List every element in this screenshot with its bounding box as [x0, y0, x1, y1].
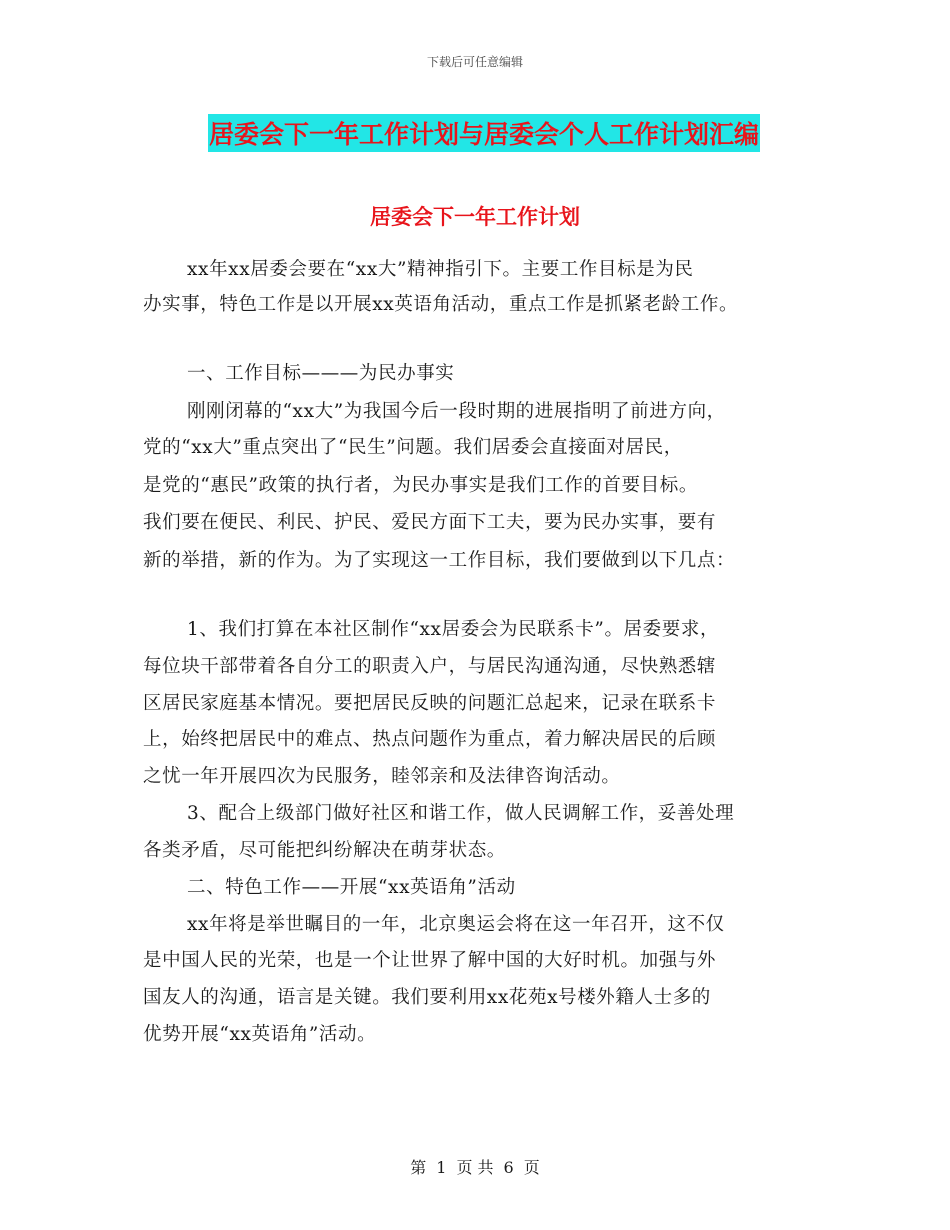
footer-total-pages: 6	[503, 1158, 514, 1177]
section-title: 居委会下一年工作计划	[370, 204, 580, 229]
footer-suffix: 页	[523, 1158, 540, 1177]
body-line: 上，始终把居民中的难点、热点问题作为重点，着力解决居民的后顾	[143, 729, 717, 750]
body-line: xx年xx居委会要在“xx大”精神指引下。主要工作目标是为民	[187, 259, 694, 280]
footer-prefix: 第	[410, 1158, 427, 1177]
body-line: 办实事，特色工作是以开展xx英语角活动，重点工作是抓紧老龄工作。	[143, 294, 739, 315]
body-line: 3、配合上级部门做好社区和谐工作，做人民调解工作，妥善处理	[187, 803, 735, 824]
body-line: 我们要在便民、利民、护民、爱民方面下工夫，要为民办实事，要有	[143, 512, 717, 533]
body-line: 每位块干部带着各自分工的职责入户，与居民沟通沟通，尽快熟悉辖	[143, 656, 717, 677]
body-line: 是中国人民的光荣，也是一个让世界了解中国的大好时机。加强与外	[143, 950, 717, 971]
footer-mid: 页 共	[456, 1158, 494, 1177]
document-main-title: 居委会下一年工作计划与居委会个人工作计划汇编	[208, 114, 760, 152]
body-line: 国友人的沟通，语言是关键。我们要利用xx花苑x号楼外籍人士多的	[143, 987, 711, 1008]
body-line: 之忧一年开展四次为民服务，睦邻亲和及法律咨询活动。	[143, 766, 621, 787]
body-line: 党的“xx大”重点突出了“民生”问题。我们居委会直接面对居民，	[143, 437, 683, 458]
body-line: 一、工作目标———为民办事实	[187, 363, 455, 384]
body-line: 刚刚闭幕的“xx大”为我国今后一段时期的进展指明了前进方向，	[187, 401, 726, 422]
body-line: 新的举措，新的作为。为了实现这一工作目标，我们要做到以下几点：	[143, 550, 736, 571]
body-line: 优势开展“xx英语角”活动。	[143, 1024, 377, 1045]
body-line: 1、我们打算在本社区制作“xx居委会为民联系卡”。居委要求，	[187, 619, 720, 640]
body-line: 各类矛盾，尽可能把纠纷解决在萌芽状态。	[143, 840, 506, 861]
header-note: 下载后可任意编辑	[426, 55, 523, 69]
page-footer	[0, 1155, 950, 1178]
body-line: 是党的“惠民”政策的执行者，为民办事实是我们工作的首要目标。	[143, 475, 698, 496]
body-line: 二、特色工作——开展“xx英语角”活动	[187, 877, 516, 898]
footer-page-number: 1	[436, 1158, 447, 1177]
body-line: xx年将是举世瞩目的一年，北京奥运会将在这一年召开，这不仅	[187, 914, 725, 935]
body-line: 区居民家庭基本情况。要把居民反映的问题汇总起来，记录在联系卡	[143, 693, 717, 714]
